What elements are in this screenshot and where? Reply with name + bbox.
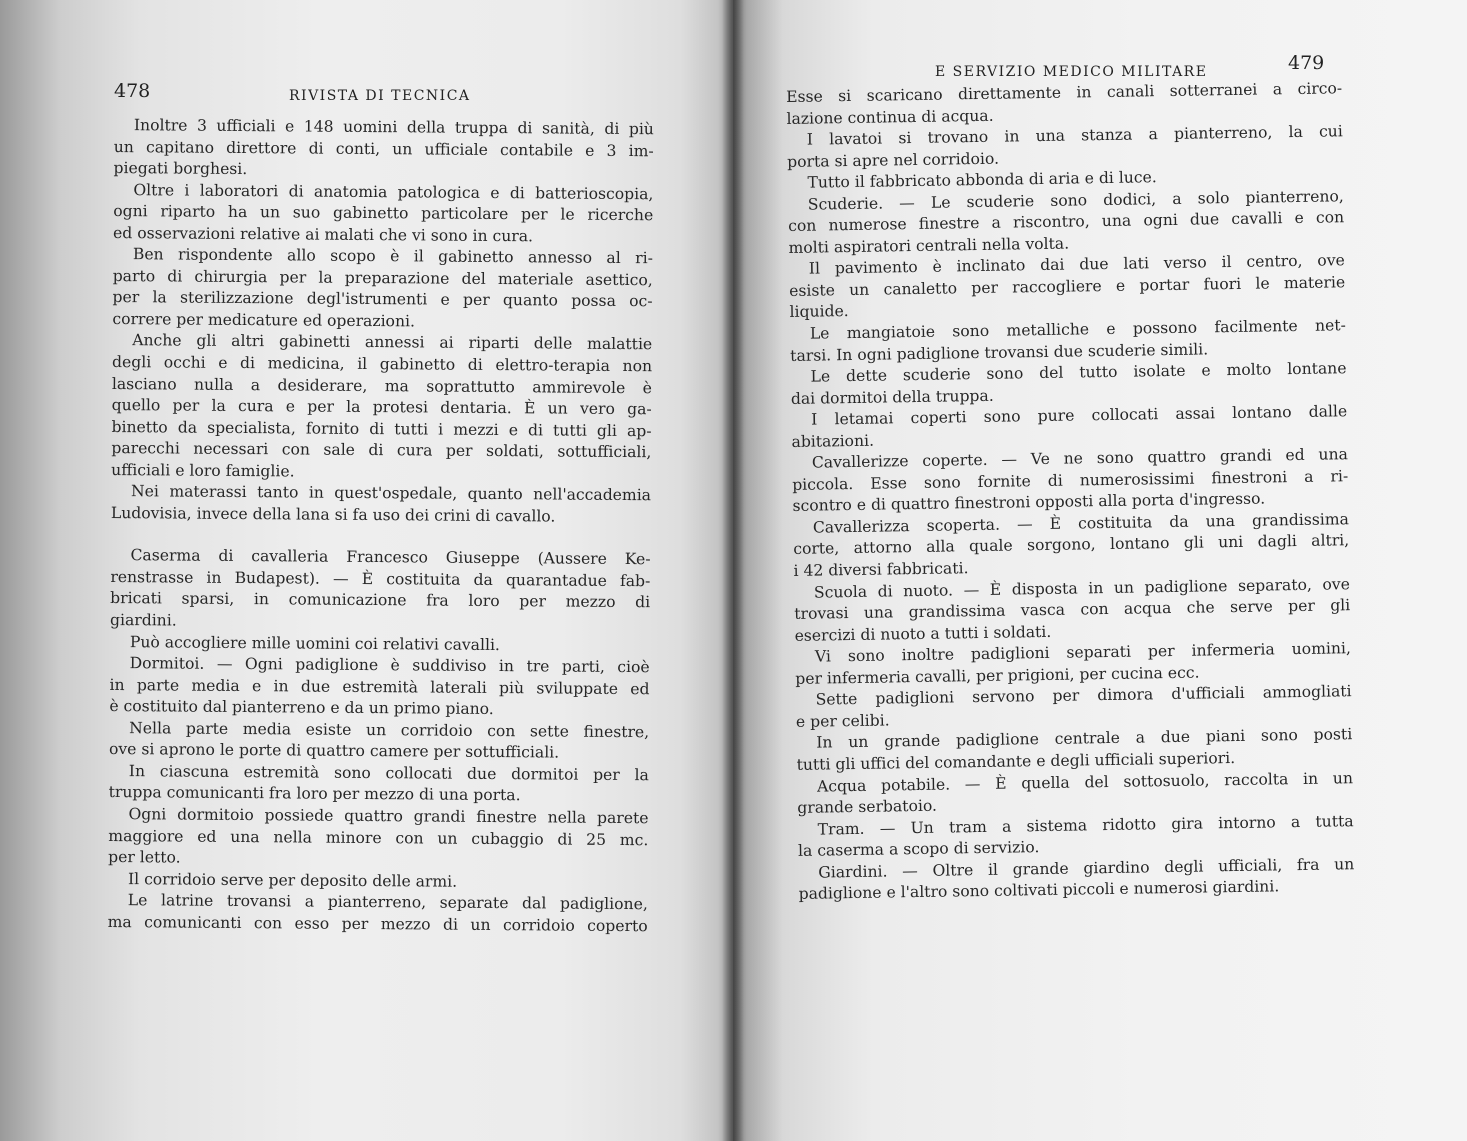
text-line: Le mangiatoie sono metalliche e possono facilmente net- (809, 316, 1346, 343)
text-line: Scuderie. — Le scuderie sono dodici, a solo pianterreno, (807, 186, 1344, 214)
text-line: Nei materassi tanto in quest'ospedale, quanto nell'accademia (130, 482, 652, 505)
text-line: piegati borghesi. (113, 159, 248, 179)
text-line: per la sterilizzazione degl'istrumenti e per quanto possa oc- (112, 288, 653, 311)
text-line: porta si apre nel corridoio. (787, 149, 1000, 171)
text-line: Ludovisia, invece della lana si fa uso dei crini di cavallo. (110, 503, 556, 526)
text-line: In ciascuna estremità sono collocati due dormitoi per la (128, 761, 649, 785)
right-page-text (786, 78, 1355, 905)
text-line: scontro e di quattro finestroni opposti alla porta d'ingresso. (792, 489, 1266, 516)
text-line: I letamai coperti sono pure collocati assai lontano dalle (811, 402, 1348, 429)
text-line: i 42 diversi fabbricati. (793, 559, 969, 580)
text-line: Inoltre 3 ufficiali e 148 uomini della truppa di sanità, di più (133, 116, 654, 139)
text-line: Vi sono inoltre padiglioni separati per infermeria uomini, (814, 639, 1352, 666)
text-line: in parte media e in due estremità laterali più sviluppate ed (109, 675, 650, 698)
text-line: binetto da specialista, fornito di tutti i mezzi e di tutti gli ap- (111, 417, 652, 440)
text-line: e per celibi. (795, 711, 890, 731)
text-line: Cavallerizze coperte. — Ve ne sono quattro grandi ed una (811, 445, 1348, 472)
text-line: maggiore ed una nella minore con un cubaggio di 25 mc. (108, 826, 649, 849)
text-line: ogni riparto ha un suo gabinetto particolare per le ricerche (113, 202, 654, 225)
text-line: Nella parte media esiste un corridoio con sette finestre, (129, 718, 650, 741)
text-line: con numerose finestre a riscontro, una ogni due cavalli e con (788, 208, 1345, 236)
text-line: tarsi. In ogni padiglione trovansi due scuderie simili. (790, 339, 1209, 365)
text-line: lazione continua di acqua. (786, 106, 994, 128)
text-line: truppa comunicanti fra loro per mezzo di una porta. (108, 783, 521, 805)
text-line: dai dormitoi della truppa. (790, 386, 994, 408)
left-page (0, 0, 733, 1141)
text-line: trovasi una grandissima vasca con acqua che serve per gli (794, 596, 1351, 624)
text-line: Anche gli altri gabinetti annessi ai riparti delle malattie (132, 331, 653, 354)
text-line: liquide. (789, 302, 849, 322)
text-line: In un grande padiglione centrale a due piani sono posti (816, 725, 1353, 753)
running-head: RIVISTA DI TECNICA (289, 88, 471, 104)
text-line: Ogni dormitoio possiede quattro grandi finestre nella parete (128, 805, 649, 828)
text-line: la caserma a scopo di servizio. (797, 838, 1040, 861)
text-line: Caserma di cavalleria Francesco Giuseppe (Aussere Ke- (130, 546, 651, 569)
text-line: lasciano nulla a desiderare, ma soprattutto ammirevole è (111, 374, 652, 397)
book-gutter (722, 0, 744, 1141)
text-line: Ben rispondente allo scopo è il gabinetto annesso al ri- (132, 245, 653, 268)
text-line: correre per medicature ed operazioni. (112, 309, 416, 331)
left-page-text (108, 115, 654, 937)
text-line: degli occhi e di medicina, il gabinetto di elettro-terapia non (111, 353, 653, 376)
text-line: piccola. Esse sono fornite di numerosissimi finestroni a ri- (792, 467, 1349, 494)
page-number: 478 (114, 80, 151, 102)
text-line: Le latrine trovansi a pianterreno, separate dal padiglione, (127, 891, 648, 914)
text-line: ufficiali e loro famiglie. (111, 460, 295, 481)
text-line: Il corridoio serve per deposito delle armi. (127, 869, 458, 891)
text-line: quello per la cura e per la protesi dentaria. È un vero ga- (111, 396, 652, 419)
text-line: Il pavimento è inclinato dai due lati verso il centro, ove (808, 251, 1345, 279)
text-line: Oltre i laboratori di anatomia patologica e di batterioscopia, (133, 180, 654, 203)
text-line: ove si aprono le porte di quattro camere per sottufficiali. (108, 740, 560, 762)
text-line: Le dette scuderie sono del tutto isolate e molto lontane (810, 359, 1347, 386)
text-line: ma comunicanti con esso per mezzo di un corridoio coperto (107, 912, 648, 935)
text-line: è costituito dal pianterreno e da un primo piano. (109, 697, 494, 719)
right-page (733, 0, 1467, 1141)
running-head: E SERVIZIO MEDICO MILITARE (935, 64, 1208, 80)
text-line: esercizi di nuoto a tutti i soldati. (794, 622, 1052, 645)
text-line: Tram. — Un tram a sistema ridotto gira intorno a tutta (817, 811, 1354, 839)
text-line: padiglione e l'altro sono coltivati piccoli e numerosi giardini. (798, 877, 1280, 904)
text-line: Può accogliere mille uomini coi relativi cavalli. (129, 632, 501, 654)
text-line: Cavallerizza scoperta. — È costituita da una grandissima (812, 510, 1349, 537)
text-line: Esse si scaricano direttamente in canali sotterranei a circo- (786, 79, 1343, 106)
text-line: renstrasse in Budapest). — È costituita da quarantadue fab- (110, 567, 651, 591)
text-line: Tutto il fabbricato abbonda di aria e di luce. (807, 168, 1157, 192)
text-line: grande serbatoio. (797, 796, 938, 817)
text-line: parecchi necessari con sale di cura per soldati, sottufficiali, (111, 439, 652, 462)
text-line: I lavatoi si trovano in una stanza a pianterreno, la cui (806, 122, 1343, 149)
text-line: corte, attorno alla quale sorgono, lontano gli uni dagli altri, (793, 531, 1350, 559)
text-line: molti aspiratori centrali nella volta. (788, 234, 1070, 257)
text-line: giardini. (109, 611, 177, 630)
text-line: esiste un canaletto per raccogliere e portar fuori le materie (789, 273, 1346, 300)
text-line: Acqua potabile. — È quella del sottosuolo, raccolta in un (816, 768, 1354, 796)
text-line: Sette padiglioni servono per dimora d'ufficiali ammogliati (815, 682, 1352, 709)
text-line: Giardini. — Oltre il grande giardino degli ufficiali, fra un (818, 854, 1355, 882)
text-line: per infermeria cavalli, per prigioni, per cucina ecc. (795, 663, 1200, 688)
text-line: parto di chirurgia per la preparazione del materiale asettico, (112, 266, 653, 290)
text-line: bricati sparsi, in comunicazione fra loro per mezzo di (110, 589, 651, 612)
text-line: abitazioni. (791, 431, 875, 451)
text-line: Scuola di nuoto. — È disposta in un padiglione separato, ove (813, 574, 1351, 602)
text-line: un capitano direttore di conti, un ufficiale contabile e 3 im- (113, 137, 654, 160)
text-line: tutti gli uffici del comandante e degli ufficiali superiori. (796, 748, 1236, 774)
text-line: ed osservazioni relative ai malati che vi sono in cura. (113, 223, 534, 246)
text-line: per letto. (108, 848, 181, 867)
page-number: 479 (1288, 52, 1325, 74)
text-line: Dormitoi. — Ogni padiglione è suddiviso in tre parti, cioè (129, 654, 650, 677)
